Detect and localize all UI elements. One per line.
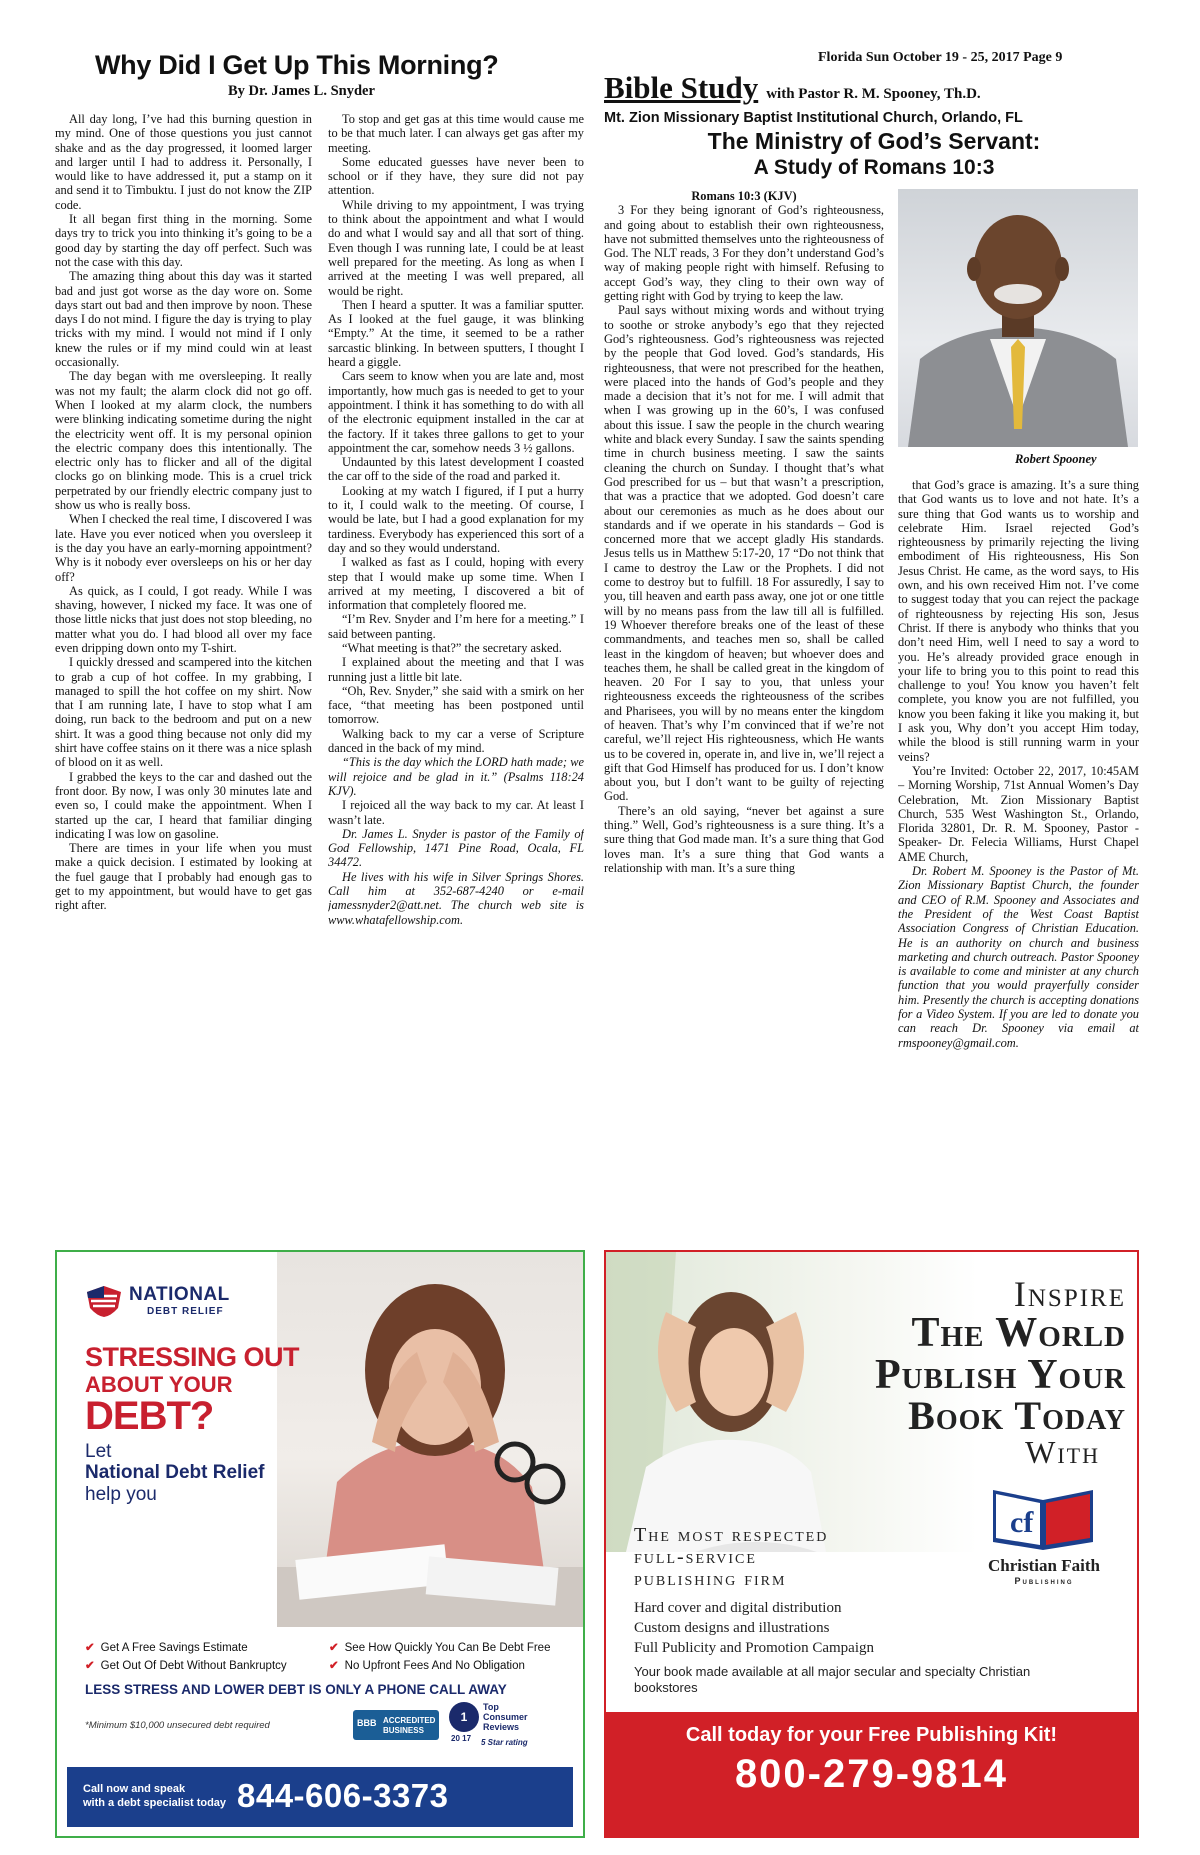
paragraph: Undaunted by this latest development I coasted the car off to the side of the road and parked it. <box>328 455 584 484</box>
debt-phone-number[interactable]: 844-606-3373 <box>237 1777 449 1814</box>
cf-letter-c: cf <box>1010 1506 1034 1539</box>
right-article-column-2 <box>898 478 1139 1248</box>
debt-check-4: ✔ No Upfront Fees And No Obligation <box>329 1660 525 1672</box>
firm-line-1: The most respected <box>634 1524 829 1546</box>
paragraph: You’re Invited: October 22, 2017, 10:45AM – Morning Worship, 71st Annual Women’s Day Celebration, Mt. Zion Missionary Baptist Church, 535 West Washington St., Orlando, Florida 32801, Dr. R. M. Spooney, Pastor -Speaker- Dr. Felecia Williams, Hurst Chapel AME Church, <box>898 763 1139 864</box>
ndr-logo-top: NATIONAL <box>129 1284 230 1305</box>
award-bot: Reviews <box>483 1722 520 1732</box>
paragraph: To stop and get gas at this time would cause me to be that much later. I can always get gas after my meeting. <box>328 112 584 155</box>
stressed-woman-icon <box>277 1252 583 1627</box>
publish-line-3: Publish Your <box>875 1352 1126 1398</box>
paragraph: Then I heard a sputter. It was a familiar sputter. As I looked at the fuel gauge, it was blinking “Empty.” At the time, it seemed to be a rather sarcastic blinking. In between sputters, I thought I heard a giggle. <box>328 297 584 370</box>
ndr-logo-bottom: DEBT RELIEF <box>147 1306 224 1317</box>
study-title: The Ministry of God’s Servant: <box>707 128 1041 154</box>
paragraph: There are times in your life when you must make a quick decision. I estimated by looking at the fuel gauge that I probably had enough gas to get to my appointment, but would have to get gas right after. <box>55 841 312 913</box>
paragraph: There’s an old saying, “never bet against a sure thing.” Well, God’s righteousness is a sure thing. It’s a sure thing that God made man. It’s a sure thing that God loves man. It’s a sure thing that God wants a relationship with man. It’s a sure thing <box>604 803 884 875</box>
publish-features <box>634 1598 874 1658</box>
bbb-top: ACCREDITED <box>383 1716 436 1725</box>
debt-headline-2: ABOUT YOUR <box>85 1372 233 1397</box>
publish-cta: Call today for your Free Publishing Kit! <box>685 1724 1058 1746</box>
award-top: Top <box>483 1702 499 1712</box>
paragraph: 3 For they being ignorant of God’s righteousness, and going about to establish their own righteousness, have not submitted themselves unto the righteousness of God. The NLT reads, 3 For they don’t understand God’s way of making people right with himself. Refusing to accept God’s way, they cling to their own way of getting right with God by trying to keep the law. <box>604 203 884 304</box>
open-book-icon <box>988 1480 1098 1552</box>
publish-line-5: With <box>1025 1434 1100 1470</box>
kicker-title: Bible Study <box>604 70 759 105</box>
debt-headline-3: DEBT? <box>85 1394 214 1438</box>
debt-call-bar[interactable] <box>67 1767 573 1827</box>
debt-let: Let <box>85 1441 112 1462</box>
award-year: 20 17 <box>451 1734 472 1743</box>
feature-1: Hard cover and digital distribution <box>634 1600 842 1616</box>
paragraph: I walked as fast as I could, hoping with every step that I would make up some time. When I arrived at my meeting, I discovered a bit of information that completely floored me. <box>328 555 584 613</box>
firm-line-2: full-service <box>634 1546 757 1568</box>
paragraph: “I’m Rev. Snyder and I’m here for a meeting.” I said between panting. <box>328 612 584 641</box>
paragraph: Dr. Robert M. Spooney is the Pastor of Mt. Zion Missionary Baptist Church, the founder and CEO of R.M. Spooney and Associates and the President of the West Coast Baptist Association Congress of Christian Education. He is an authority on church and business marketing and church outreach. Pastor Spooney is available to come and minister at any church function that you would prayerfully consider him. Presently the church is accepting donations for a Video System. If you are led to donate you can reach Dr. Spooney via email at rmspooney@gmail.com. <box>898 864 1139 1050</box>
shield-flag-icon <box>85 1284 123 1318</box>
pastor-photo <box>898 189 1138 447</box>
publish-headline <box>736 1276 1126 1468</box>
paragraph: that God’s grace is amazing. It’s a sure thing that God wants us to love and not hate. It’s a sure thing that God wants us to worship and celebrate Him. Israel rejected God’s righteousness by primarily rejecting the living embodiment of His righteousness, His Son Jesus Christ. He came, as the word says, to His own, and his own received Him not. I’ve come to suggest today that you can reject the package of righteousness by rejecting His son, Jesus Christ. If there is anybody who thinks that you don’t need Him, well I need to say a word to you. He’s already provided grace enough in your life to bring you to this point to read this challenge to you! You know you haven’t felt complete, you know you are not fulfilled, you know you been faking it like you making it, but I ask you, Why don’t you accept Him today, while the blood is still running warm in your veins? <box>898 478 1139 764</box>
publish-availability: Your book made available at all major secular and specialty Christian bookstores <box>634 1664 1031 1695</box>
photo-caption: Robert Spooney <box>1015 452 1097 466</box>
debt-check-1: ✔ Get A Free Savings Estimate <box>85 1642 248 1654</box>
paragraph: Romans 10:3 (KJV) <box>691 189 797 203</box>
paragraph: All day long, I’ve had this burning question in my mind. One of those questions you just cannot shake and as the day progressed, it loomed larger and larger until I had to address it. Personally, I would like to have addressed it, put a stamp on it and send it to Timbuktu. I just do not know the ZIP code. <box>55 112 312 212</box>
check-icon: ✔ <box>329 1660 339 1672</box>
article-byline: By Dr. James L. Snyder <box>228 83 375 99</box>
debt-help: help you <box>85 1484 157 1505</box>
paragraph: I quickly dressed and scampered into the kitchen to grab a cup of hot coffee. In my grabbing, I managed to spill the hot coffee on my shirt. Now that I am running late, I have to stop what I am doing, run back to the bedroom and put on a new shirt. It was a good thing because not only did my shirt have coffee stains on it there was a nice splash of blood on it as well. <box>55 655 312 770</box>
paragraph: “What meeting is that?” the secretary asked. <box>342 640 562 655</box>
paragraph: Some educated guesses have never been to school or if they have, they sure did not pay attention. <box>328 154 584 198</box>
paragraph: The day began with me oversleeping. It really was not my fault; the alarm clock did not go off. When I looked at my alarm clock, the numbers were blinking indicating sometime during the night the electricity went off. It is my personal opinion the electric company does this intentionally. The electric only has to flicker and all of the digital clocks go on blinking mode. This is a cruel trick perpetrated by our friendly electric company just to show us who is really boss. <box>55 369 312 513</box>
right-article-column-1 <box>604 189 884 1244</box>
debt-check-3: ✔ Get Out Of Debt Without Bankruptcy <box>85 1660 287 1672</box>
paragraph: As quick, as I could, I got ready. While I was shaving, however, I nicked my face. It was one of those little nicks that just does not stop bleeding, no matter what you do. I had blood all over my face even dripping down onto my T-shirt. <box>55 583 312 655</box>
paragraph: Walking back to my car a verse of Scripture danced in the back of my mind. <box>328 726 584 756</box>
top-consumer-reviews-badge <box>449 1702 559 1754</box>
check-icon: ✔ <box>85 1660 95 1672</box>
publish-cta-bar[interactable] <box>606 1712 1137 1836</box>
debt-brand-inline: National Debt Relief <box>85 1462 265 1483</box>
publishing-ad[interactable] <box>604 1250 1139 1838</box>
study-subtitle: A Study of Romans 10:3 <box>753 156 995 179</box>
publish-line-1: Inspire <box>1013 1274 1126 1314</box>
cf-brand: Christian Faith <box>988 1556 1100 1575</box>
debt-tagline: LESS STRESS AND LOWER DEBT IS ONLY A PHONE CALL AWAY <box>85 1682 507 1697</box>
paragraph: Cars seem to know when you are late and, most importantly, how much gas is needed to get to your appointment. I think it has something to do with all of the electronic equipment installed in the car at the factory. If it takes three gallons to get to your appointment the car, somehow needs 3 ½ gallons. <box>328 369 584 455</box>
cf-logo <box>964 1480 1124 1590</box>
check-icon: ✔ <box>329 1642 339 1654</box>
publish-line-4: Book Today <box>908 1393 1126 1438</box>
call-line-2: with a debt specialist today <box>83 1797 227 1809</box>
paragraph: He lives with his wife in Silver Springs Shores. Call him at 352-687-4240 or e-mail jamessnyder2@att.net. The church web site is www.whatafellowship.com. <box>328 869 584 927</box>
bible-study-kicker <box>604 70 1144 106</box>
pastor-portrait-icon <box>898 189 1138 447</box>
paragraph: I explained about the meeting and that I was running just a little bit late. <box>328 655 584 684</box>
paragraph: When I checked the real time, I discovered I was late. Have you ever noticed when you oversleep it is the day you have an early-morning appointment? Why is it nobody ever oversleeps on his or her day off? <box>55 512 312 584</box>
masthead: Florida Sun October 19 - 25, 2017 Page 9 <box>818 50 1063 65</box>
bbb-logo-icon: BBB <box>357 1718 377 1728</box>
publish-firm <box>634 1524 828 1590</box>
feature-3: Full Publicity and Promotion Campaign <box>634 1640 874 1656</box>
paragraph: I rejoiced all the way back to my car. At least I wasn’t late. <box>328 798 584 827</box>
paragraph: While driving to my appointment, I was trying to think about the appointment and what I would do and what I would say and all that sort of thing. Even though I was running late, I could be at least well prepared for the meeting. As long as when I arrived at the meeting I was well prepared, all would be right. <box>328 197 584 298</box>
debt-check-2: ✔ See How Quickly You Can Be Debt Free <box>329 1642 551 1654</box>
check-icon: ✔ <box>85 1642 95 1654</box>
article-title: Why Did I Get Up This Morning? <box>95 50 499 80</box>
left-article-column-1 <box>55 112 312 1242</box>
paragraph: “Oh, Rev. Snyder,” she said with a smirk on her face, “that meeting has been postponed until tomorrow. <box>328 683 584 727</box>
paragraph: The amazing thing about this day was it started bad and just got worse as the day wore on. Some days start out bad and then improve by noon. These days I do not mind. I figure the day is trying to play tricks with my mind. I would not mind if I only knew the rules or if my mind could win at least occasionally. <box>55 269 312 370</box>
stressed-woman-photo <box>277 1252 583 1627</box>
ndr-logo <box>85 1284 285 1324</box>
feature-2: Custom designs and illustrations <box>634 1620 830 1636</box>
publish-line-2: The World <box>911 1310 1126 1356</box>
award-ribbon-icon: 1 <box>449 1702 479 1732</box>
church-name: Mt. Zion Missionary Baptist Institutional Church, Orlando, FL <box>604 110 1023 126</box>
paragraph: I grabbed the keys to the car and dashed out the front door. By now, I was only 30 minutes late and even so, I could make the appointment. When I started up the car, I heard that familiar dinging indicating I was low on gasoline. <box>55 769 312 841</box>
debt-disclaimer: *Minimum $10,000 unsecured debt required <box>85 1720 270 1731</box>
paragraph: “This is the day which the LORD hath made; we will rejoice and be glad in it.” (Psalms 118:24 KJV). <box>328 755 584 798</box>
bbb-bottom: BUSINESS <box>383 1726 424 1735</box>
kicker-sub: with Pastor R. M. Spooney, Th.D. <box>766 86 981 102</box>
cf-brand-sub: Publishing <box>1014 1576 1074 1586</box>
paragraph: Dr. James L. Snyder is pastor of the Family of God Fellowship, 1471 Pine Road, Ocala, FL 34472. <box>328 826 584 870</box>
debt-relief-ad[interactable] <box>55 1250 585 1838</box>
paragraph: Looking at my watch I figured, if I put a hurry to it, I could walk to the meeting. Of course, I would be late, but I had a good explanation for my tardiness. Everybody has experienced this sort of a day and so they would understand. <box>328 483 584 555</box>
publish-phone-number[interactable]: 800-279-9814 <box>734 1752 1009 1796</box>
firm-line-3: publishing firm <box>634 1568 787 1590</box>
debt-headline-1: STRESSING OUT <box>85 1342 300 1372</box>
left-article-column-2 <box>328 112 584 1242</box>
paragraph: Paul says without mixing words and without trying to soothe or stroke anybody’s ego that they rejected God’s righteousness. God’s righteousness was rejected by the people that God loved. God’s standards, His righteousness, that were not prescribed for the heathen, were placed into the hands of God’s people and they made a decision that it’s not for me. I will admit that when I was growing up in the 60’s, I was confused about this issue. I saw the people in the church wearing white and black every Sunday. I saw the saints spending time in church business meeting. I saw the saints cleaning the church on Sunday. I thought that’s what God prescribed for us – but that wasn’t a prescription, that was a practice that we adopted. God doesn’t care about our ceremonies as much as he does about our standards and if we operate in his standards – God is concerned more that we accept gladly His standards. Jesus tells us in Matthew 5:17-20, 17 “Do not think that I came to destroy the Law or the Prophets. I did not come to destroy but to fulfill. 18 For assuredly, I say to you, till heaven and earth pass away, one jot or one tittle will by no means pass from the law till all is fulfilled. 19 Whoever therefore breaks one of the least of these commandments, and teaches men so, shall be called least in the kingdom of heaven; but whoever does and teaches them, he shall be called great in the kingdom of heaven. 20 For I say to you, that unless your righteousness exceeds the righteousness of the scribes and Pharisees, you will by no means enter the kingdom of heaven. That’s why I’m convinced that if we’re not careful, we’ll reject His righteousness, which He wants us to be covered in, operate in, and live in, we’ll reject a gift that God Himself has produced for us. I don’t know about you, but I don’t want to be guilty of rejecting God. <box>604 303 884 804</box>
paragraph: It all began first thing in the morning. Some days try to trick you into thinking it’s going to be a good day by starting the day off perfect. Such was not the case with this day. <box>55 212 312 269</box>
award-rating: 5 Star rating <box>481 1738 528 1747</box>
call-line-1: Call now and speak <box>83 1783 186 1795</box>
bbb-badge <box>353 1710 439 1740</box>
award-mid: Consumer <box>483 1712 528 1722</box>
